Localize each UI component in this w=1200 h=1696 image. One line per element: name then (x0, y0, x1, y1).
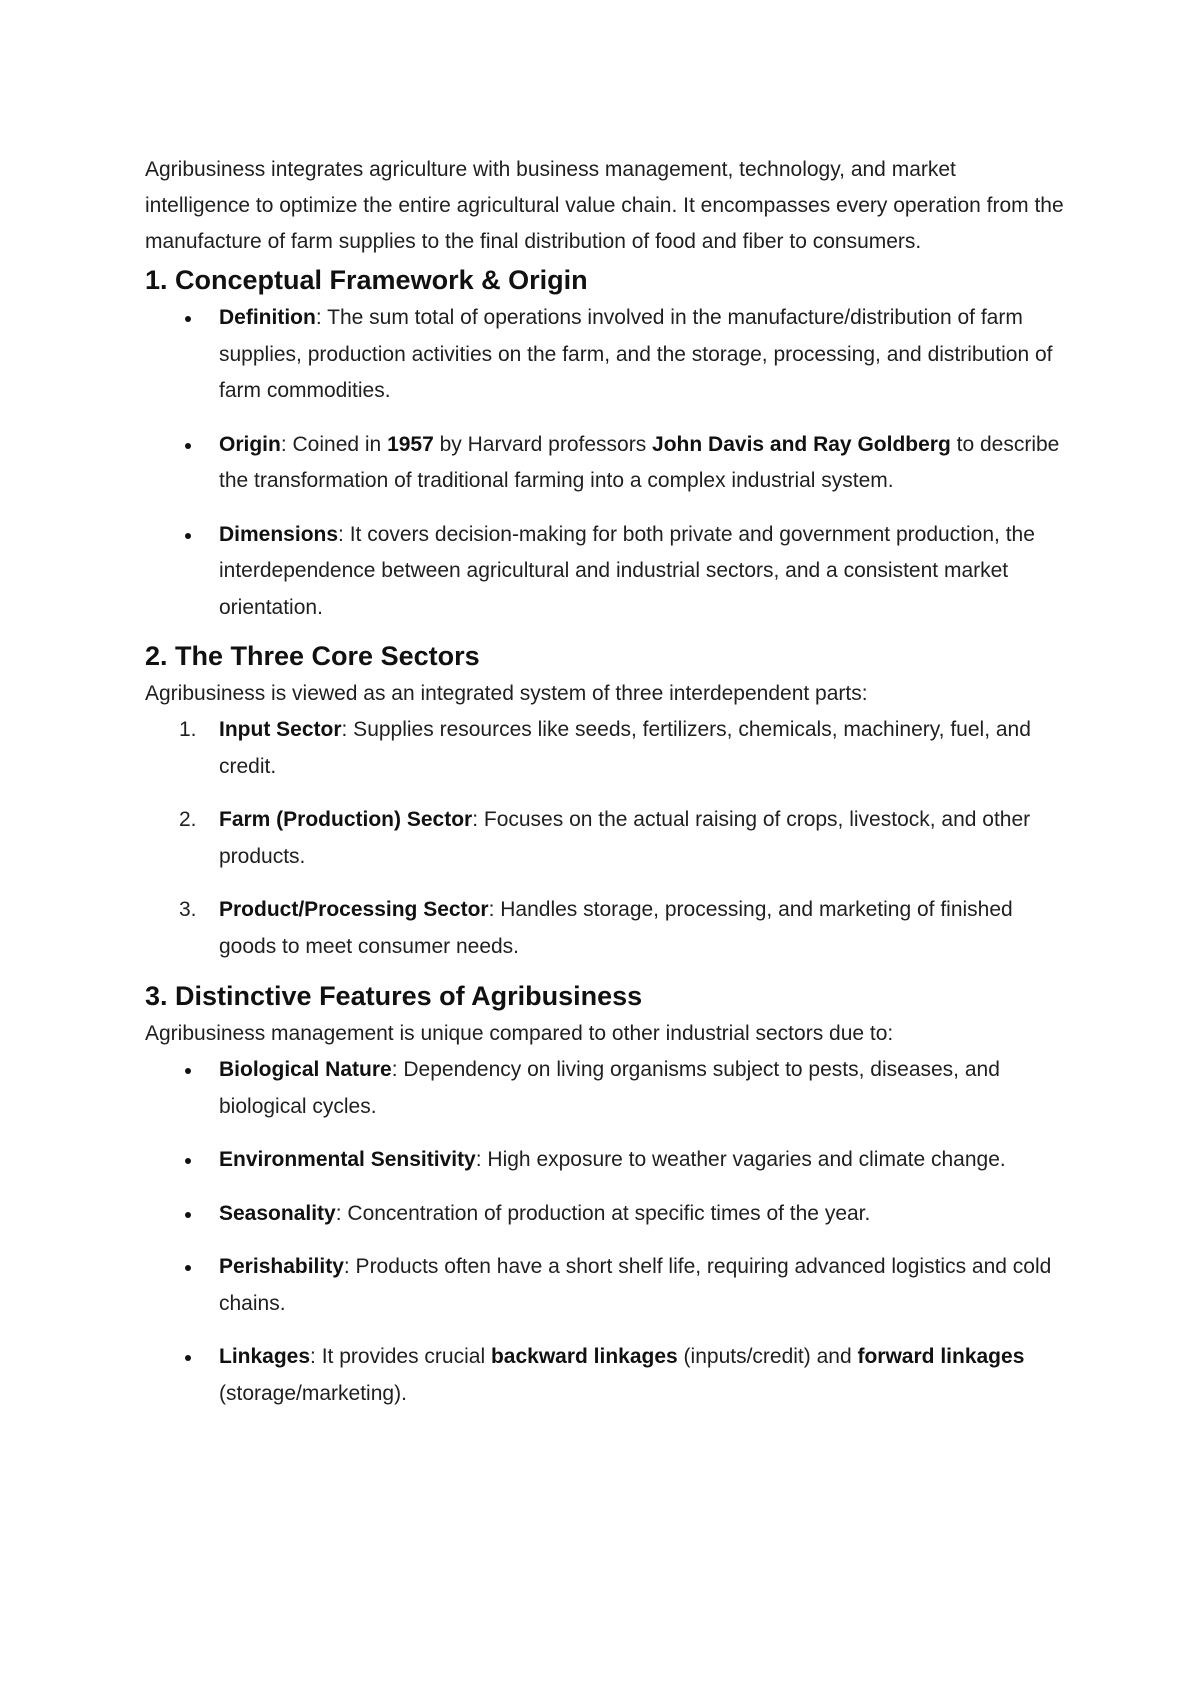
item-text: : The sum total of operations involved in the manufacture/distribution of farm supplies, production activities on the farm, and the storage, processing, and distribution of farm commodities. (219, 306, 1053, 402)
bullet-icon (185, 1355, 191, 1361)
term-linkages: Linkages (219, 1345, 311, 1368)
term-farm-sector: Farm (Production) Sector (219, 808, 473, 831)
bold-forward-linkages: forward linkages (857, 1345, 1025, 1368)
bullet-icon (185, 316, 191, 322)
item-text: : Dependency on living organisms subject to pests, diseases, and biological cycles. (219, 1058, 1000, 1118)
item-text: : Products often have a short shelf life, requiring advanced logistics and cold chains. (219, 1255, 1052, 1315)
list-number: 1. (179, 718, 197, 741)
term-dimensions: Dimensions (219, 522, 339, 546)
term-input-sector: Input Sector (219, 718, 342, 741)
list-item-seasonality (145, 1196, 1065, 1233)
list-item-linkages (145, 1339, 1065, 1412)
bullet-icon (185, 1265, 191, 1271)
intro-paragraph: Agribusiness integrates agriculture with business management, technology, and market intelligence to optimize the entire agricultural value chain. It encompasses every operation from the manufacture of farm supplies to the final distribution of food and fiber to consumers. (145, 158, 1064, 253)
core-sectors-intro: Agribusiness is viewed as an integrated system of three interdependent parts: (145, 682, 868, 705)
section-heading-conceptual-framework: 1. Conceptual Framework & Origin (145, 265, 588, 295)
bullet-icon (185, 1068, 191, 1074)
conceptual-framework-list (145, 300, 1065, 626)
list-item-farm-sector (145, 802, 1065, 875)
item-text: (storage/marketing). (219, 1381, 407, 1405)
term-environmental-sensitivity: Environmental Sensitivity (219, 1148, 476, 1171)
term-definition: Definition (219, 306, 316, 329)
item-text: (inputs/credit) and (677, 1345, 858, 1368)
list-item-biological-nature (145, 1052, 1065, 1125)
term-processing-sector: Product/Processing Sector (219, 898, 489, 921)
bold-year: 1957 (387, 432, 434, 456)
list-item-processing-sector (145, 892, 1065, 965)
document-page (145, 152, 1065, 1412)
list-item-origin (145, 427, 1065, 500)
bold-names: John Davis and Ray Goldberg (652, 432, 951, 456)
bullet-icon (185, 1158, 191, 1164)
term-origin: Origin (219, 432, 281, 456)
bold-backward-linkages: backward linkages (490, 1345, 678, 1368)
distinctive-features-intro: Agribusiness management is unique compared to other industrial sectors due to: (145, 1022, 894, 1045)
term-perishability: Perishability (219, 1255, 344, 1278)
bullet-icon (185, 533, 191, 539)
item-text: : Supplies resources like seeds, fertilizers, chemicals, machinery, fuel, and credit. (219, 718, 1031, 778)
list-number: 2. (179, 808, 197, 831)
item-text: : Focuses on the actual raising of crops, livestock, and other products. (219, 808, 1031, 868)
item-text: : It provides crucial (310, 1345, 491, 1368)
section-heading-core-sectors: 2. The Three Core Sectors (145, 641, 480, 671)
section-heading-distinctive-features: 3. Distinctive Features of Agribusiness (145, 981, 643, 1011)
bullet-icon (185, 443, 191, 449)
item-text: : High exposure to weather vagaries and climate change. (475, 1148, 1006, 1171)
list-item-dimensions (145, 517, 1065, 627)
list-item-environmental-sensitivity (145, 1142, 1065, 1179)
distinctive-features-list (145, 1052, 1065, 1412)
bullet-icon (185, 1212, 191, 1218)
item-text: : It covers decision-making for both private and government production, the interdependence between agricultural and industrial sectors, and a consistent market orientation. (219, 522, 1035, 619)
core-sectors-list (145, 712, 1065, 965)
list-number: 3. (179, 898, 197, 921)
item-text: by Harvard professors (433, 432, 653, 456)
list-item-input-sector (145, 712, 1065, 785)
term-seasonality: Seasonality (219, 1201, 336, 1225)
list-item-perishability (145, 1249, 1065, 1322)
item-text: to describe the transformation of traditional farming into a complex industrial system. (219, 432, 1060, 492)
item-text: : Concentration of production at specific times of the year. (335, 1201, 871, 1225)
term-biological-nature: Biological Nature (219, 1058, 392, 1081)
list-item-definition (145, 300, 1065, 410)
item-text: : Handles storage, processing, and marketing of finished goods to meet consumer needs. (219, 898, 1013, 958)
item-text: : Coined in (280, 432, 388, 456)
